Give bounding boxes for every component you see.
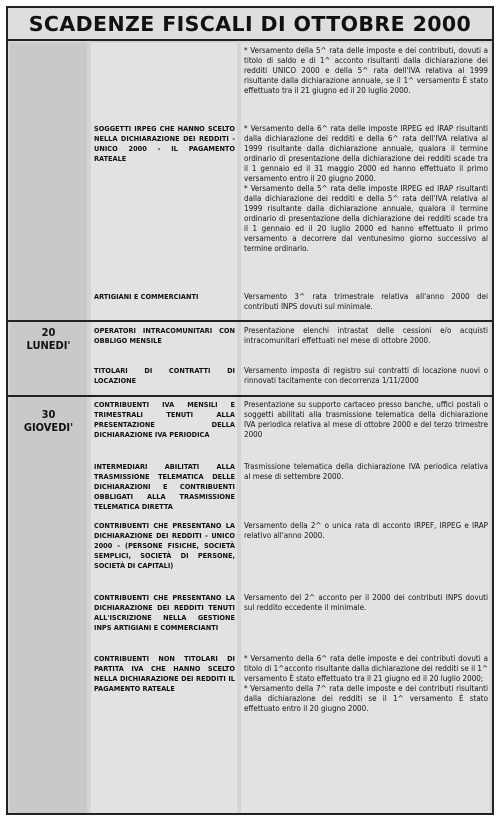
entry-subject: CONTRIBUENTI CHE PRESENTANO LA DICHIARAZIONE DEI REDDITI - UNICO 2000 - (PERSONE FISICHE, SOCIETÀ SEMPLICI, SOCIETÀ DI PERSONE, SOCIETÀ DI CAPITALI): [94, 521, 235, 570]
entry-subject: ARTIGIANI E COMMERCIANTI: [94, 292, 199, 301]
entry-description: Presentazione su supporto cartaceo presso banche, uffici postali o soggetti abilitati alla trasmissione telematica della dichiarazione IVA periodica relativa al mese di ottobre 2000 e del terzo trimestre 2000: [244, 400, 488, 439]
entry-description: * Versamento della 6^ rata delle imposte IRPEG ed IRAP risultanti dalla dichiarazione dei redditi e della 6^ rata dell'IVA relativa al 1999 risultante dalla dichiarazione annuale, qualora il termine ordinario di presentazione della dichiarazione dei redditi scade tra il 1 gennaio ed il 31 maggio 2000 ed hanno effettuato il primo versamento entro il 20 giugno 2000. * Versamento della 5^ rata delle imposte IRPEG ed IRAP risultanti dalla dichiarazione dei redditi e della 5^ rata dell'IVA relativa al 1999 risultante dalla dichiarazione annuale, qualora il termine ordinario di presentazione della dichiarazione dei redditi scade tra il 1 gennaio ed il 20 luglio 2000 ed hanno effettuato il primo versamento a decorrere dal ventunesimo giorno successivo al termine ordinario.: [244, 124, 488, 253]
date-label: 20 LUNEDI': [26, 326, 71, 352]
entry-description: * Versamento della 5^ rata delle imposte e dei contributi, dovuti a titolo di saldo e di 1^ acconto risultanti dalla dichiarazione dei redditi UNICO 2000 e della 5^ rata dell'IVA relativa al 1999 risultante dalla dichiarazione annuale, se il 1^ versamento È stato effettuato tra il 21 giugno ed il 20 luglio 2000.: [244, 46, 488, 95]
entry-description: * Versamento della 6^ rata delle imposte e dei contributi dovuti a titolo di 1^acconto risultante dalla dichiarazione dei redditi se il 1^ versamento È stato effettuato tra il 21 giugno ed il 20 luglio 2000; * Versamento della 7^ rata delle imposte e dei contributi risultanti dalla dichiarazione dei redditi se il 1^ versamento È stato effettuato entro il 20 giugno 2000.: [244, 654, 488, 713]
entry-description: Trasmissione telematica della dichiarazione IVA periodica relativa al mese di settembre 2000.: [244, 462, 488, 481]
date-column-bg: [10, 43, 87, 320]
page-title: SCADENZE FISCALI DI OTTOBRE 2000: [8, 8, 492, 41]
deadlines-table: [6, 6, 494, 815]
entry-subject: CONTRIBUENTI NON TITOLARI DI PARTITA IVA CHE HANNO SCELTO NELLA DICHIARAZIONE DEI REDDITI IL PAGAMENTO RATEALE: [94, 654, 235, 693]
entry-description: Versamento della 2^ o unica rata di acconto IRPEF, IRPEG e IRAP relativo all'anno 2000.: [244, 521, 488, 540]
entry-description: Versamento del 2^ acconto per il 2000 dei contributi INPS dovuti sul reddito eccedente il minimale.: [244, 593, 488, 612]
entry-subject: CONTRIBUENTI IVA MENSILI E TRIMESTRALI TENUTI ALLA PRESENTAZIONE DELLA DICHIARAZIONE IVA PERIODICA: [94, 400, 235, 439]
subject-column-bg: [91, 43, 237, 320]
date-column-bg: [10, 397, 87, 813]
entry-subject: SOGGETTI IRPEG CHE HANNO SCELTO NELLA DICHIARAZIONE DEI REDDITI - UNICO 2000 - IL PAGAMENTO RATEALE: [94, 124, 235, 163]
entry-subject: OPERATORI INTRACOMUNITARI CON OBBLIGO MENSILE: [94, 326, 235, 345]
entry-subject: CONTRIBUENTI CHE PRESENTANO LA DICHIARAZIONE DEI REDDITI TENUTI ALL'ISCRIZIONE NELLA GESTIONE INPS ARTIGIANI E COMMERCIANTI: [94, 593, 235, 632]
date-label: 30 GIOVEDI': [23, 408, 74, 434]
entry-description: Versamento imposta di registro sui contratti di locazione nuovi o rinnovati tacitamente con decorrenza 1/11/2000: [244, 366, 488, 385]
entry-description: Presentazione elenchi intrastat delle cessioni e/o acquisti intracomunitari effettuati nel mese di ottobre 2000.: [244, 326, 488, 345]
entry-subject: INTERMEDIARI ABILITATI ALLA TRASMISSIONE TELEMATICA DELLE DICHIARAZIONI E CONTRIBUENTI OBBLIGATI ALLA TRASMISSIONE TELEMATICA DIRETTA: [94, 462, 235, 511]
entry-description: Versamento 3^ rata trimestrale relativa all'anno 2000 dei contributi INPS dovuti sul minimale.: [244, 292, 488, 311]
entry-subject: TITOLARI DI CONTRATTI DI LOCAZIONE: [94, 366, 235, 385]
